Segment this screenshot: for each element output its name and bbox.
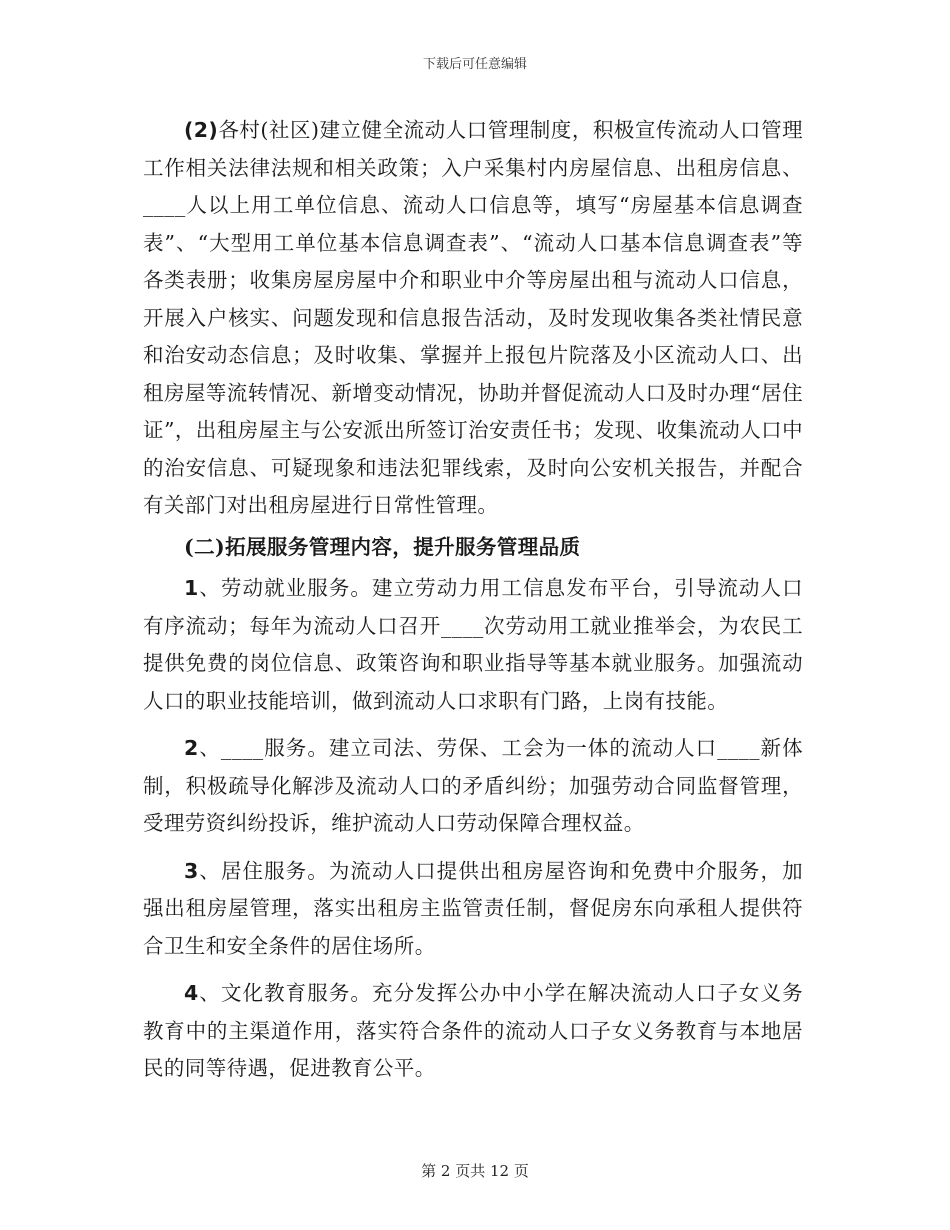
paragraph-text: 、劳动就业服务。建立劳动力用工信息发布平台，引导流动人口有序流动；每年为流动人口召开____次劳动用工就业推举会，为农民工提供免费的岗位信息、政策咨询和职业指导等基本就业服务。加强流动人口的职业技能培训，做到流动人口求职有门路，上岗有技能。 xyxy=(143,576,803,713)
paragraph-number: (2) xyxy=(184,118,219,142)
paragraph-housing-service xyxy=(143,853,803,966)
page-header: 下载后可任意编辑 xyxy=(422,57,527,72)
paragraph-text: 、____服务。建立司法、劳保、工会为一体的流动人口____新体制，积极疏导化解涉及流动人口的矛盾纠纷；加强劳动合同监督管理，受理劳资纠纷投诉，维护流动人口劳动保障合理权益。 xyxy=(143,736,803,835)
paragraph-text: 各村(社区)建立健全流动人口管理制度，积极宣传流动人口管理工作相关法律法规和相关政策；入户采集村内房屋信息、出租房信息、____人以上用工单位信息、流动人口信息等，填写“房屋基本信息调查表”、“大型用工单位基本信息调查表”、“流动人口基本信息调查表”等各类表册；收集房屋房屋中介和职业中介等房屋出租与流动人口信息，开展入户核实、问题发现和信息报告活动，及时发现收集各类社情民意和治安动态信息；及时收集、掌握并上报包片院落及小区流动人口、出租房屋等流转情况、新增变动情况，协助并督促流动人口及时办理“居住证”，出租房屋主与公安派出所签订治安责任书；发现、收集流动人口中的治安信息、可疑现象和违法犯罪线索，及时向公安机关报告，并配合有关部门对出租房屋进行日常性管理。 xyxy=(143,118,803,517)
paragraph-number: 3 xyxy=(184,858,199,883)
paragraph-legal-service xyxy=(143,730,803,843)
page-footer: 第 2 页共 12 页 xyxy=(421,1162,529,1180)
paragraph-2-village-management xyxy=(143,112,803,525)
paragraph-employment-service xyxy=(143,570,803,720)
section-heading-expand-services: (二)拓展服务管理内容，提升服务管理品质 xyxy=(184,534,581,559)
paragraph-text: 、文化教育服务。充分发挥公办中小学在解决流动人口子女义务教育中的主渠道作用，落实符合条件的流动人口子女义务教育与本地居民的同等待遇，促进教育公平。 xyxy=(143,981,803,1080)
paragraph-number: 2 xyxy=(184,736,199,760)
paragraph-education-service xyxy=(143,975,803,1088)
paragraph-number: 1 xyxy=(184,576,199,600)
document-body xyxy=(143,112,803,1092)
paragraph-number: 4 xyxy=(184,981,199,1005)
paragraph-text: 、居住服务。为流动人口提供出租房屋咨询和免费中介服务，加强出租房屋管理，落实出租房主监管责任制，督促房东向承租人提供符合卫生和安全条件的居住场所。 xyxy=(143,858,803,958)
